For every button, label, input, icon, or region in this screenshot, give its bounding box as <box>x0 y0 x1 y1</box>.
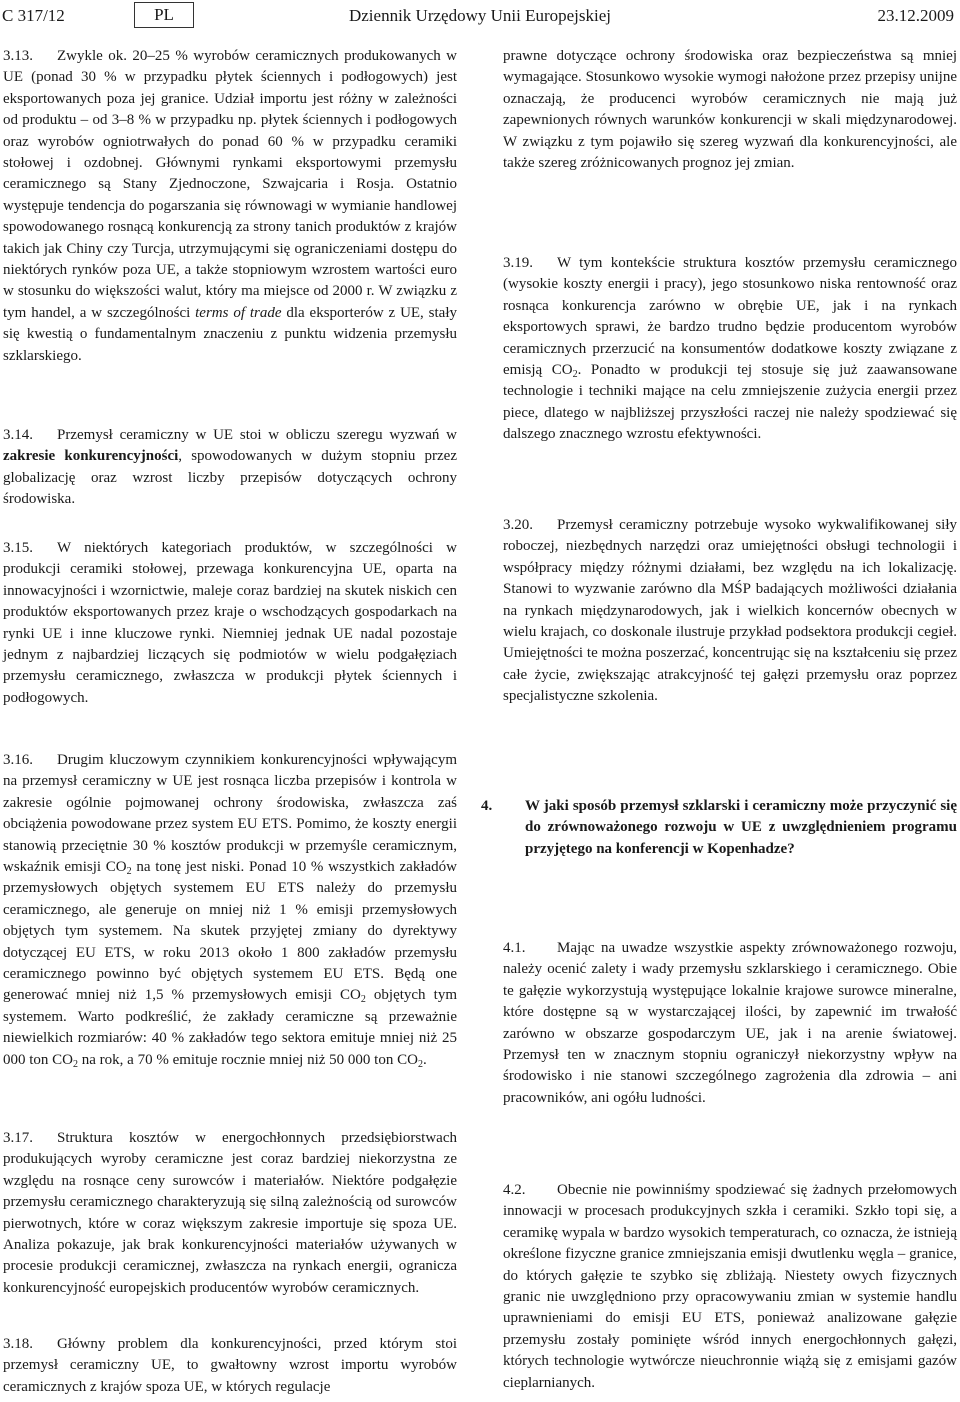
paragraph-text: Struktura kosztów w energochłonnych przedsiębiorstwach produkujących wyroby ceramiczne jest coraz bardziej niekorzystna ze względu na rosnące ceny surowców i materiałów. Niektóre podgałęzie przemysłu ceramicznego charakteryzują się silną zależnością od surowców pierwotnych, które w coraz większym zakresie importuje się spoza UE. Analiza pokazuje, jak brak konkurencyjności materiałów używanych w procesie produkcji ceramicznej, zwłaszcza na rynkach energii, ogranicza konkurencyjność europejskich producentów wyrobów ceramicznych. <box>3 1130 457 1296</box>
paragraph-number: 3.13. <box>3 48 33 64</box>
paragraph-text: Główny problem dla konkurencyjności, przed którym stoi przemysł ceramiczny UE, to gwałtowny wzrost importu wyrobów ceramicznych z krajów spoza UE, w których regulacje <box>3 1336 457 1395</box>
left-column <box>3 46 457 367</box>
publication-date: 23.12.2009 <box>877 6 954 25</box>
paragraph-3-18-continued <box>503 46 957 174</box>
right-column-block <box>481 796 957 860</box>
paragraph-text: prawne dotyczące ochrony środowiska oraz bezpieczeństwa są mniej wymagające. Stosunkowo wysokie wymogi nałożone przez przepisy unijne oznaczają, że producenci wyrobów ceramicznych nie mają już zapewnionych równych warunków konkurencji w skali międzynarodowej. W związku z tym pojawiło się szereg wyzwań dla konkurencyjności, ale także szereg zróżnicowanych prognoz jej zmian. <box>503 48 957 172</box>
paragraph-text: Drugim kluczowym czynnikiem konkurencyjności wpływającym na przemysł ceramiczny w UE jest rosnąca liczba przepisów i kontrola w zakresie ogólnie pojmowanej ochrony środowiska, zwłaszcza zaś obciążenia powodowane przez system EU ETS. Pomimo, że koszty energii stanowią przeciętnie 30 % kosztów produkcji w przemyśle ceramicznym, wskaźnik emisji CO <box>3 752 457 876</box>
subscript: 2 <box>126 866 132 878</box>
paragraph-4-1 <box>503 938 957 1109</box>
left-column-block <box>3 1334 457 1398</box>
paragraph-number: 3.18. <box>3 1336 33 1352</box>
section-heading: W jaki sposób przemysł szklarski i ceramiczny może przyczynić się do zrównoważonego rozwoju w UE z uwzględnieniem programu przyjętego na konferencji w Kopenhadze? <box>525 798 957 857</box>
paragraph-text: dla eksporterów z UE, stały się kwestią o fundamentalnym znaczeniu z punktu widzenia przemysłu szklarskiego. <box>3 304 457 364</box>
paragraph-text: W tym kontekście struktura kosztów przemysłu ceramicznego (wysokie koszty energii i pracy), jego stosunkowo niska rentowność oraz rosnąca konkurencja zarówno w obrębie UE, jak i na rynkach eksportowych sprawi, że bardzo trudno będzie producentom wyrobów ceramicznych przerzucić na konsumentów dodatkowe koszty związane z emisją CO <box>503 255 957 379</box>
paragraph-text: . Ponadto w produkcji tej stosuje się już zaawansowane technologie i techniki mające na celu zmniejszenie zużycia energii przez piece, dlatego w najbliższej przyszłości raczej nie należy spodziewać się dalszego znacznego wzrostu efektywności. <box>503 362 957 443</box>
paragraph-3-19 <box>503 253 957 446</box>
subscript: 2 <box>360 994 366 1006</box>
section-4-question <box>481 796 957 860</box>
paragraph-3-20 <box>503 515 957 708</box>
left-column-block <box>3 1128 457 1299</box>
paragraph-text: objętych tym systemem. Warto podkreślić, że zakłady ceramiczne są przeważnie niewielkich rozmiarów: 40 % zakładów tego sektora emituje mniej niż 25 000 ton CO <box>3 987 457 1068</box>
paragraph-text: Przemysł ceramiczny w UE stoi w obliczu szeregu wyzwań w <box>57 427 457 443</box>
right-column-block <box>503 938 957 1109</box>
paragraph-3-13 <box>3 46 457 367</box>
paragraph-4-2 <box>503 1180 957 1394</box>
paragraph-text: . <box>422 1051 427 1068</box>
left-column-block <box>3 425 457 511</box>
paragraph-number: 3.17. <box>3 1130 33 1146</box>
paragraph-text: Przemysł ceramiczny potrzebuje wysoko wykwalifikowanej siły roboczej, niezbędnych narzędzi oraz umiejętności obsługi technologii i współpracy między różnymi działami, bez względu na ich lokalizację. Stanowi to wyzwanie zarówno dla MŚP badających możliwości działania na rynkach międzynarodowych, jak i wielkich koncernów obecnych w wielu krajach, co doskonale ilustruje przykład podsektora produkcji cegieł. Umiejętności te można poszerzać, koncentrując się na kształceniu się przez całe życie, zwiększając atrakcyjność tej gałęzi przemysłu oraz poprzez specjalistyczne szkolenia. <box>503 517 957 705</box>
paragraph-number: 3.15. <box>3 540 33 556</box>
subscript: 2 <box>73 1058 79 1070</box>
bold-term: zakresie konkurencyjności <box>3 448 179 465</box>
paragraph-text: Mając na uwadze wszystkie aspekty zrównoważonego rozwoju, należy ocenić zalety i wady przemysłu szklarskiego i ceramicznego. Obie te gałęzie wykorzystują występujące lokalnie krajowe surowce mineralne, które dostępne są w wystarczającej ilości, by zapewnić im trwałość zarówno w obszarze gospodarczym UE, jak i na arenie światowej. Przemysł ten w znacznym stopniu ograniczył niekorzystny wpływ na środowisko i nie stanowi szczególnego zagrożenia dla zdrowia – ani pracowników, ani ogółu ludności. <box>503 940 957 1106</box>
language-code: PL <box>134 2 194 28</box>
subscript: 2 <box>417 1058 423 1070</box>
page-header <box>0 0 960 34</box>
right-column-block <box>503 253 957 446</box>
paragraph-text: W niektórych kategoriach produktów, w szczególności w produkcji ceramiki stołowej, przewaga konkurencyjna UE, oparta na innowacyjności i wzornictwie, maleje coraz bardziej na skutek niskich cen produktów eksportowanych przez kraje o wschodzących gospodarkach na rynki UE i inne kluczowe rynki. Niemniej jednak UE nadal pozostaje jednym z najbardziej liczących się podmiotów w wielu podgałęziach przemysłu ceramicznego, zwłaszcza w produkcji płytek ściennych i podłogowych. <box>3 540 457 706</box>
paragraph-text: , spowodowanych w dużym stopniu przez globalizację oraz wzrost liczby przepisów dotyczących ochrony środowiska. <box>3 448 457 508</box>
paragraph-number: 4.2. <box>503 1182 526 1198</box>
section-number: 4. <box>481 798 493 814</box>
left-column-block <box>3 538 457 709</box>
right-column-block <box>503 515 957 708</box>
paragraph-text: Zwykle ok. 20–25 % wyrobów ceramicznych produkowanych w UE (ponad 30 % w przypadku płytek ściennych i podłogowych) jest eksportowanych poza jej granice. Udział importu jest różny w zależności od produktu – od 3–8 % w przypadku np. płytek ściennych i podłogowych oraz wyrobów ogniotrwałych do ponad 60 % w przypadku ceramiki stołowej i ozdobnej. Głównymi rynkami eksportowymi przemysłu ceramicznego są Stany Zjednoczone, Szwajcaria i Rosja. Ostatnio występuje tendencja do pogarszania się równowagi w wymianie handlowej spowodowanego rosnącą konkurencją za strony tanich produktów z krajów takich jak Chiny czy Turcja, utrzymującymi się ograniczeniami dostępu do niektórych rynków poza UE, a także stopniowym wzrostem wartości euro w stosunku do większości walut, który ma miejsce od 2000 r. W związku z tym handel, a w szczególności <box>3 48 457 321</box>
journal-title: Dziennik Urzędowy Unii Europejskiej <box>348 6 611 25</box>
paragraph-3-15 <box>3 538 457 709</box>
italic-term: terms of trade <box>195 304 282 321</box>
paragraph-text: na rok, a 70 % emituje rocznie mniej niż 50 000 ton CO <box>78 1051 418 1068</box>
paragraph-number: 3.20. <box>503 517 533 533</box>
subscript: 2 <box>572 369 578 381</box>
paragraph-3-16 <box>3 750 457 1071</box>
left-column-block <box>3 750 457 1071</box>
paragraph-number: 3.16. <box>3 752 33 768</box>
paragraph-3-14 <box>3 425 457 511</box>
right-column <box>503 46 957 174</box>
right-column-block <box>503 1180 957 1394</box>
paragraph-number: 4.1. <box>503 940 526 956</box>
oj-reference: C 317/12 <box>2 6 65 25</box>
paragraph-text: na tonę jest niski. Ponad 10 % wszystkich zakładów przemysłowych objętych systemem EU ETS należy do przemysłu ceramicznego, ale generuje on mniej niż 1 % emisji przemysłowych objętych tym systemem. Na skutek przyjętej zmiany do dyrektywy dotyczącej EU ETS, w roku 2013 około 1 800 zakładów przemysłu ceramicznego powinno być objętych systemem EU ETS. Będą one generować mniej niż 1,5 % przemysłowych emisji CO <box>3 859 457 1004</box>
paragraph-number: 3.19. <box>503 255 533 271</box>
paragraph-3-18 <box>3 1334 457 1398</box>
paragraph-number: 3.14. <box>3 427 33 443</box>
paragraph-3-17 <box>3 1128 457 1299</box>
paragraph-text: Obecnie nie powinniśmy spodziewać się żadnych przełomowych innowacji w procesach produkcyjnych szkła i ceramiki. Szkło topi się, a ceramikę wypala w bardzo wysokich temperaturach, co oznacza, że istnieją określone fizyczne granice zmniejszania emisji dwutlenku węgla – granice, do których gałęzie te szybko się zbliżają. Niestety owych fizycznych granic nie uwzględniono przy opracowywaniu zmian w systemie handlu uprawnieniami do emisji EU ETS, ponieważ analizowane gałęzie przemysłu zostały pominięte wśród innych energochłonnych gałęzi, których technologie wytwórcze nieuchronnie wiążą się z emisjami gazów cieplarnianych. <box>503 1182 957 1391</box>
